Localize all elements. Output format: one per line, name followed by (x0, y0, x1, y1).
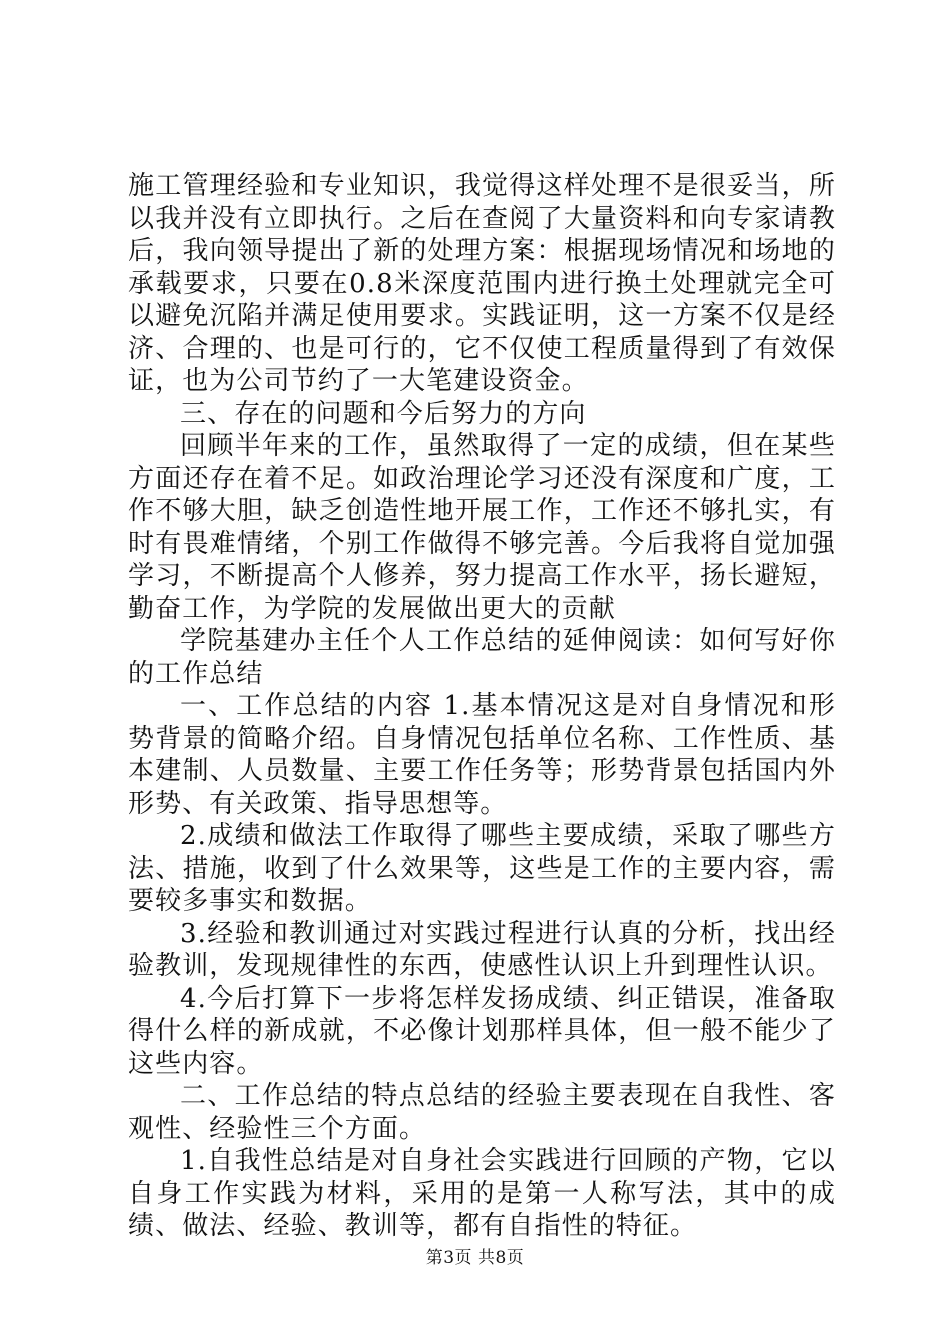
paragraph-lessons: 3.经验和教训通过对实践过程进行认真的分析，找出经验教训，发现规律性的东西，使感性认识上升到理性认识。 (128, 918, 836, 981)
paragraph-self-nature: 1.自我性总结是对自身社会实践进行回顾的产物，它以自身工作实践为材料，采用的是第一人称写法，其中的成绩、做法、经验、教训等，都有自指性的特征。 (128, 1146, 836, 1241)
paragraph-content-basic: 一、工作总结的内容 1.基本情况这是对自身情况和形势背景的简略介绍。自身情况包括单位名称、工作性质、基本建制、人员数量、主要工作任务等；形势背景包括国内外形势、有关政策、指导思想等。 (128, 691, 836, 819)
paragraph-continuation: 施工管理经验和专业知识，我觉得这样处理不是很妥当，所以我并没有立即执行。之后在查阅了大量资料和向专家请教后，我向领导提出了新的处理方案：根据现场情况和场地的承载要求，只要在0.8米深度范围内进行换土处理就完全可以避免沉陷并满足使用要求。实践证明，这一方案不仅是经济、合理的、也是可行的，它不仅使工程质量得到了有效保证，也为公司节约了一大笔建设资金。 (128, 171, 836, 396)
section-heading-problems: 三、存在的问题和今后努力的方向 (180, 398, 587, 429)
paragraph-achievements: 2.成绩和做法工作取得了哪些主要成绩，采取了哪些方法、措施，收到了什么效果等，这些是工作的主要内容，需要较多事实和数据。 (128, 821, 836, 916)
paragraph-review: 回顾半年来的工作，虽然取得了一定的成绩，但在某些方面还存在着不足。如政治理论学习还没有深度和广度，工作不够大胆，缺乏创造性地开展工作，工作还不够扎实，有时有畏难情绪，个别工作做得不够完善。今后我将自觉加强学习，不断提高个人修养，努力提高工作水平，扬长避短，勤奋工作，为学院的发展做出更大的贡献 (128, 431, 836, 624)
extended-reading-title: 学院基建办主任个人工作总结的延伸阅读：如何写好你的工作总结 (128, 626, 836, 689)
page-footer: 第3页 共8页 (425, 1248, 525, 1268)
paragraph-plans: 4.今后打算下一步将怎样发扬成绩、纠正错误，准备取得什么样的新成就，不必像计划那样具体，但一般不能少了这些内容。 (128, 983, 836, 1079)
document-body (128, 170, 836, 1243)
paragraph-features: 二、工作总结的特点总结的经验主要表现在自我性、客观性、经验性三个方面。 (128, 1081, 836, 1144)
